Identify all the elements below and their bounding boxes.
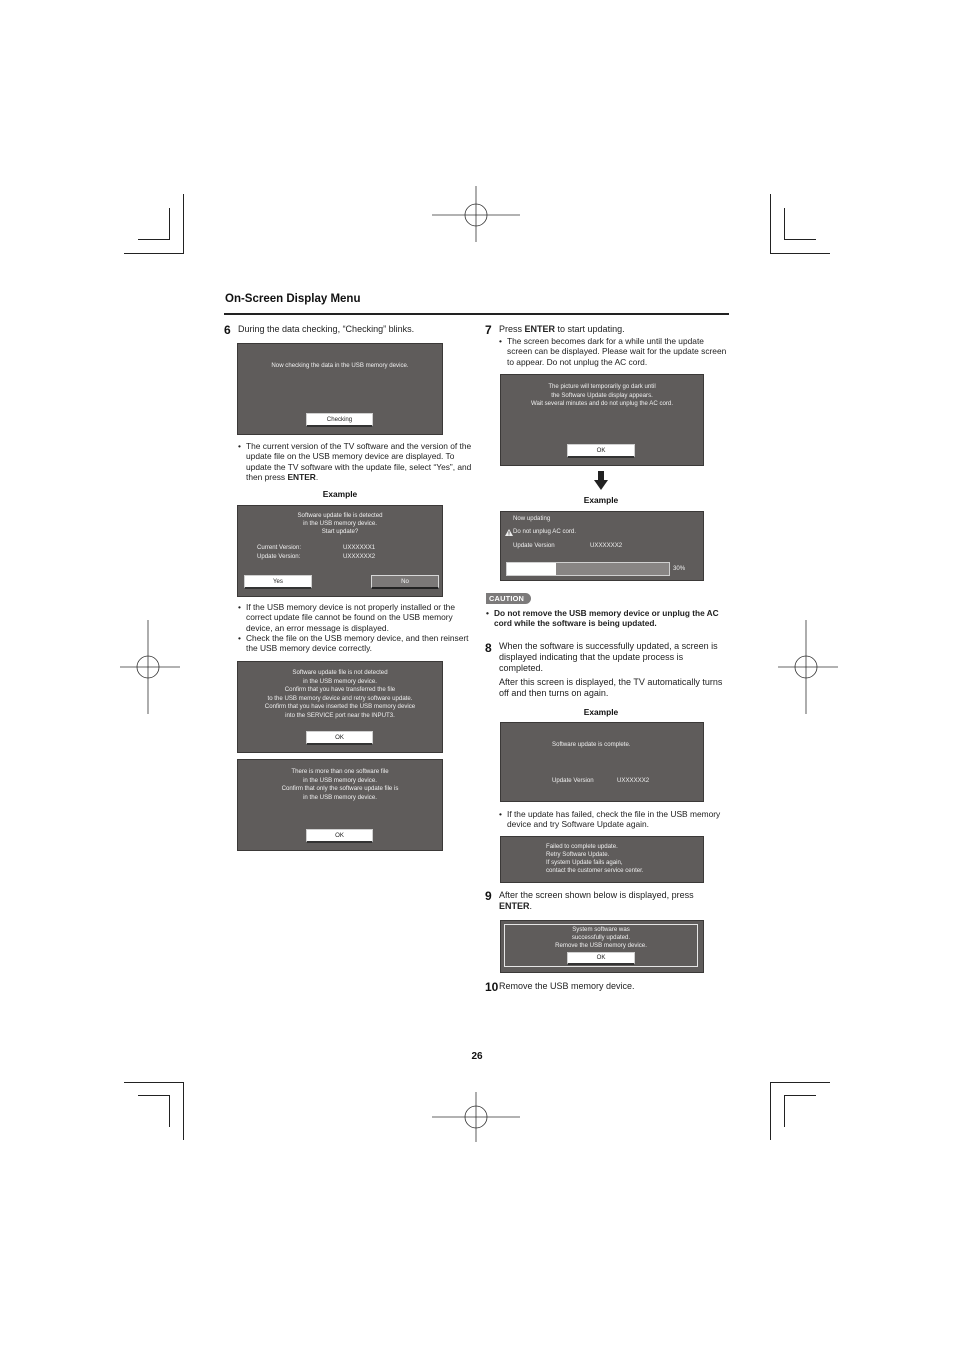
screen-line: Start update? <box>321 528 359 535</box>
screen-message: Now checking the data in the USB memory device. <box>271 362 409 369</box>
screen-file-not-detected <box>237 661 443 753</box>
warning-text: Do not unplug AC cord. <box>513 528 577 535</box>
crop-mark <box>770 253 830 254</box>
ok-button[interactable]: OK <box>306 731 373 745</box>
no-button[interactable]: No <box>371 575 439 589</box>
screen-line: If system Update fails again, <box>546 859 623 866</box>
step-10-number: 10 <box>485 980 499 994</box>
ok-button[interactable]: OK <box>567 952 635 965</box>
screen-line: Failed to complete update. <box>546 843 618 850</box>
screen-line: the Software Update display appears. <box>551 391 653 399</box>
crop-mark <box>138 1095 170 1096</box>
step-9-text: After the screen shown below is displayed, press ENTER. <box>499 890 694 911</box>
screen-line: Software update file is not detected <box>292 669 388 676</box>
step-9-number: 9 <box>485 889 492 903</box>
step-10-text: Remove the USB memory device. <box>499 981 635 991</box>
bullet-screen-dark: • The screen becomes dark for a while until the update screen can be displayed. Please wait for the update screen to appear. Do not unplug the AC cord. <box>499 336 729 367</box>
update-version-value: UXXXXXX2 <box>617 777 650 784</box>
progress-fill <box>507 563 556 575</box>
screen-line: Software update file is detected <box>297 512 383 519</box>
screen-now-updating <box>500 511 704 581</box>
screen-line: There is more than one software file <box>291 768 389 775</box>
section-divider <box>224 313 729 315</box>
example-label: Example <box>583 495 619 505</box>
checking-button[interactable]: Checking <box>306 413 373 427</box>
crop-mark <box>770 1082 771 1140</box>
example-label: Example <box>583 707 619 717</box>
screen-line: contact the customer service center. <box>546 867 644 874</box>
bullet-error-message: • If the USB memory device is not properly installed or the correct update file cannot be found on the USB memory device, an error message is displayed. <box>238 602 476 633</box>
screen-line: Wait several minutes and do not unplug the AC cord. <box>530 400 674 407</box>
down-arrow-icon <box>594 471 608 490</box>
screen-line: Retry Software Update. <box>546 851 610 858</box>
crop-mark <box>138 239 170 240</box>
current-version-value: UXXXXXX1 <box>343 544 376 551</box>
ok-button[interactable]: OK <box>306 829 373 843</box>
crop-mark <box>169 1095 170 1127</box>
registration-mark-icon <box>120 620 180 714</box>
crop-mark <box>770 1082 830 1083</box>
screen-update-success <box>500 920 704 973</box>
update-version-label: Update Version <box>513 542 555 549</box>
crop-mark <box>169 208 170 240</box>
step-8-text-auto-restart: After this screen is displayed, the TV automatically turns off and then turns on again. <box>499 677 723 698</box>
progress-bar <box>506 562 670 576</box>
bullet-check-file: • Check the file on the USB memory device, and then reinsert the USB memory device correctly. <box>238 633 472 654</box>
crop-mark <box>183 1082 184 1140</box>
screen-line: in the USB memory device. <box>303 776 377 784</box>
step-7-number: 7 <box>485 323 492 337</box>
page-number: 26 <box>471 1051 483 1062</box>
screen-multiple-files <box>237 759 443 851</box>
registration-mark-icon <box>432 186 520 246</box>
progress-percent: 30% <box>673 565 686 572</box>
screen-checking <box>237 343 443 435</box>
screen-line: successfully updated. <box>571 934 631 941</box>
step-6-text: During the data checking, “Checking” blinks. <box>238 324 415 334</box>
screen-update-detected <box>237 505 443 597</box>
section-title: On-Screen Display Menu <box>225 293 361 305</box>
update-version-label: Update Version: <box>257 553 301 560</box>
screen-inner-frame <box>504 924 698 967</box>
screen-line: The picture will temporarily go dark until <box>548 383 656 390</box>
updating-status: Now updating <box>513 515 551 522</box>
crop-mark <box>784 239 816 240</box>
step-8-number: 8 <box>485 641 492 655</box>
crop-mark <box>784 1095 816 1096</box>
screen-line: System software was <box>572 926 630 933</box>
screen-line: in the USB memory device. <box>303 520 377 527</box>
example-label: Example <box>322 489 358 499</box>
screen-line: Confirm that you have inserted the USB memory device <box>264 703 416 710</box>
update-version-label: Update Version <box>552 777 594 784</box>
update-version-value: UXXXXXX2 <box>343 553 376 560</box>
screen-line: Confirm that only the software update file is <box>281 785 399 792</box>
step-7-text: Press ENTER to start updating. <box>499 324 625 334</box>
screen-line: Remove the USB memory device. <box>555 942 647 949</box>
bullet-update-failed: • If the update has failed, check the file in the USB memory device and try Software Update again. <box>499 809 729 830</box>
complete-message: Software update is complete. <box>552 741 631 748</box>
caution-badge: CAUTION <box>486 593 531 604</box>
screen-line: in the USB memory device. <box>303 793 377 801</box>
caution-text: • Do not remove the USB memory device or unplug the AC cord while the software is being updated. <box>486 608 734 629</box>
warning-icon <box>505 529 513 536</box>
crop-mark <box>770 194 771 254</box>
crop-mark <box>183 194 184 254</box>
update-version-value: UXXXXXX2 <box>590 542 623 549</box>
screen-line: into the SERVICE port near the INPUT3. <box>285 711 395 719</box>
step-8-text: When the software is successfully updated, a screen is displayed indicating that the update process is completed. <box>499 641 718 673</box>
registration-mark-icon <box>778 620 838 714</box>
bullet-version-info: • The current version of the TV software and the version of the update file on the USB memory device are displayed. To update the TV software with the update file, select “Yes”, and then press ENTER. <box>238 441 472 482</box>
screen-update-complete <box>500 722 704 802</box>
crop-mark <box>784 208 785 240</box>
screen-line: in the USB memory device. <box>303 677 377 685</box>
step-6-number: 6 <box>224 323 231 337</box>
crop-mark <box>784 1095 785 1127</box>
crop-mark <box>124 1082 184 1083</box>
crop-mark <box>124 253 184 254</box>
ok-button[interactable]: OK <box>567 444 635 458</box>
registration-mark-icon <box>432 1088 520 1148</box>
screen-update-failed <box>500 836 704 883</box>
screen-temporarily-dark <box>500 374 704 466</box>
current-version-label: Current Version: <box>257 544 302 551</box>
yes-button[interactable]: Yes <box>244 575 312 589</box>
screen-line: to the USB memory device and retry software update. <box>267 694 413 702</box>
screen-line: Confirm that you have transferred the file <box>284 686 396 693</box>
